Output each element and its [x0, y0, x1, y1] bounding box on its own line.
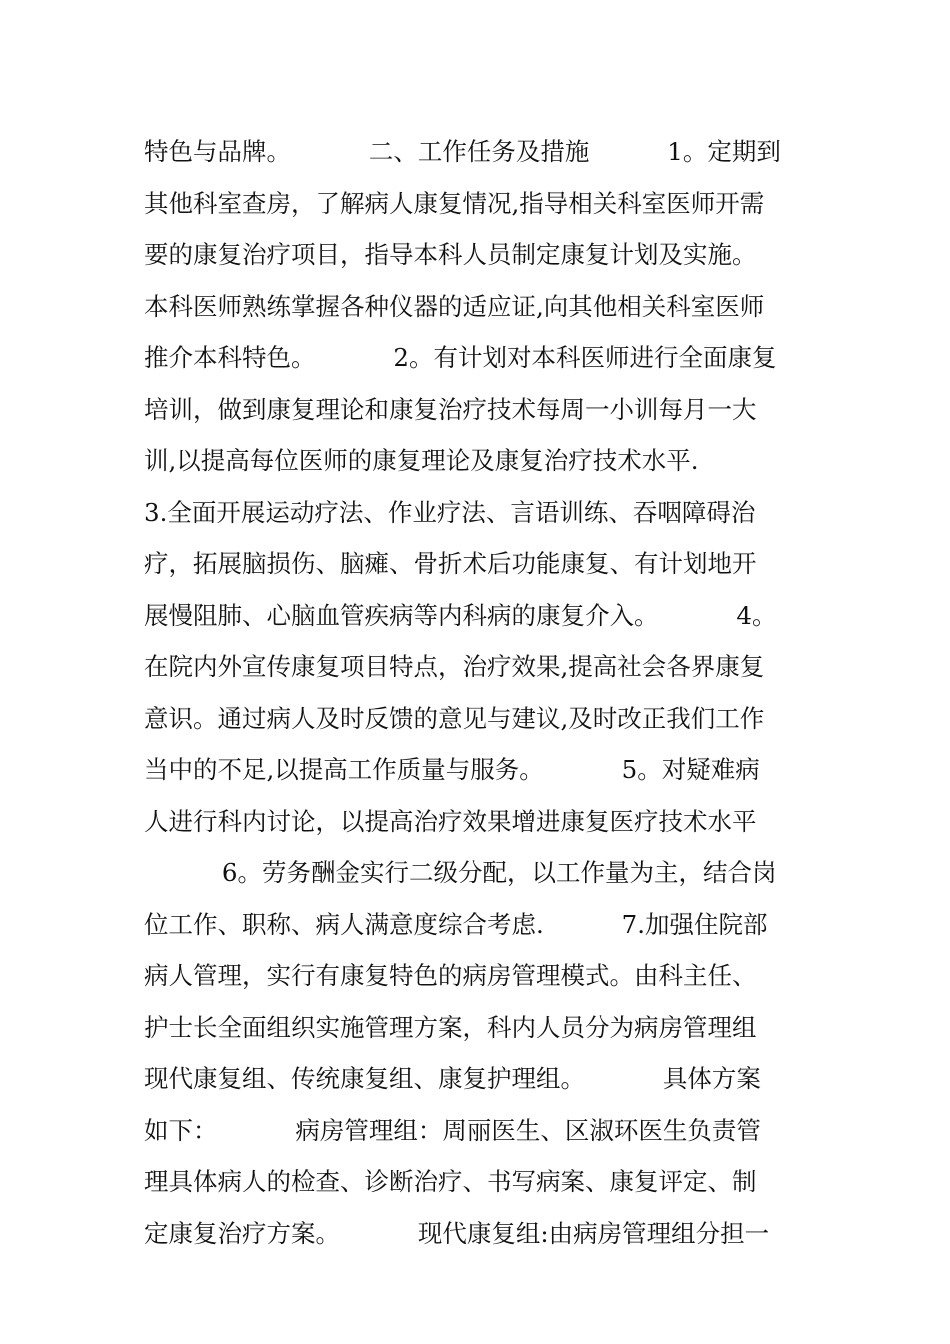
- text-line: 位工作、职称、病人满意度综合考虑. 7.加强住院部: [144, 909, 768, 939]
- text-line: 当中的不足,以提高工作质量与服务。 5。对疑难病: [144, 755, 760, 784]
- text-line: 定康复治疗方案。 现代康复组:由病房管理组分担一: [144, 1218, 770, 1248]
- text-line: 病人管理，实行有康复特色的病房管理模式。由科主任、: [144, 961, 757, 990]
- text-line: 推介本科特色。 2。有计划对本科医师进行全面康复: [144, 343, 777, 372]
- text-line: 训,以提高每位医师的康复理论及康复治疗技术水平.: [144, 446, 699, 475]
- text-line: 要的康复治疗项目，指导本科人员制定康复计划及实施。: [144, 240, 757, 269]
- text-line: 在院内外宣传康复项目特点，治疗效果,提高社会各界康复: [144, 652, 765, 681]
- text-line: 本科医师熟练掌握各种仪器的适应证,向其他相关科室医师: [144, 291, 765, 321]
- text-line: 展慢阻肺、心脑血管疾病等内科病的康复介入。 4。: [144, 600, 777, 630]
- text-line: 其他科室查房，了解病人康复情况,指导相关科室医师开需: [144, 188, 765, 218]
- text-line: 护士长全面组织实施管理方案，科内人员分为病房管理组: [144, 1012, 757, 1042]
- text-line: 特色与品牌。 二、工作任务及措施 1。定期到: [144, 137, 781, 166]
- text-line: 如下： 病房管理组：周丽医生、区淑环医生负责管: [144, 1115, 761, 1145]
- text-line: 6。劳务酬金实行二级分配，以工作量为主，结合岗: [144, 858, 777, 887]
- text-line: 培训，做到康复理论和康复治疗技术每周一小训每月一大: [144, 394, 757, 424]
- text-line: 意识。通过病人及时反馈的意见与建议,及时改正我们工作: [144, 703, 765, 733]
- text-line: 3.全面开展运动疗法、作业疗法、言语训练、吞咽障碍治: [144, 497, 756, 527]
- text-line: 疗，拓展脑损伤、脑瘫、骨折术后功能康复、有计划地开: [144, 549, 757, 578]
- text-line: 人进行科内讨论，以提高治疗效果增进康复医疗技术水平: [144, 806, 757, 836]
- text-line: 现代康复组、传统康复组、康复护理组。 具体方案: [144, 1064, 761, 1093]
- text-line: 理具体病人的检查、诊断治疗、书写病案、康复评定、制: [144, 1167, 757, 1196]
- body-text: [144, 126, 814, 1259]
